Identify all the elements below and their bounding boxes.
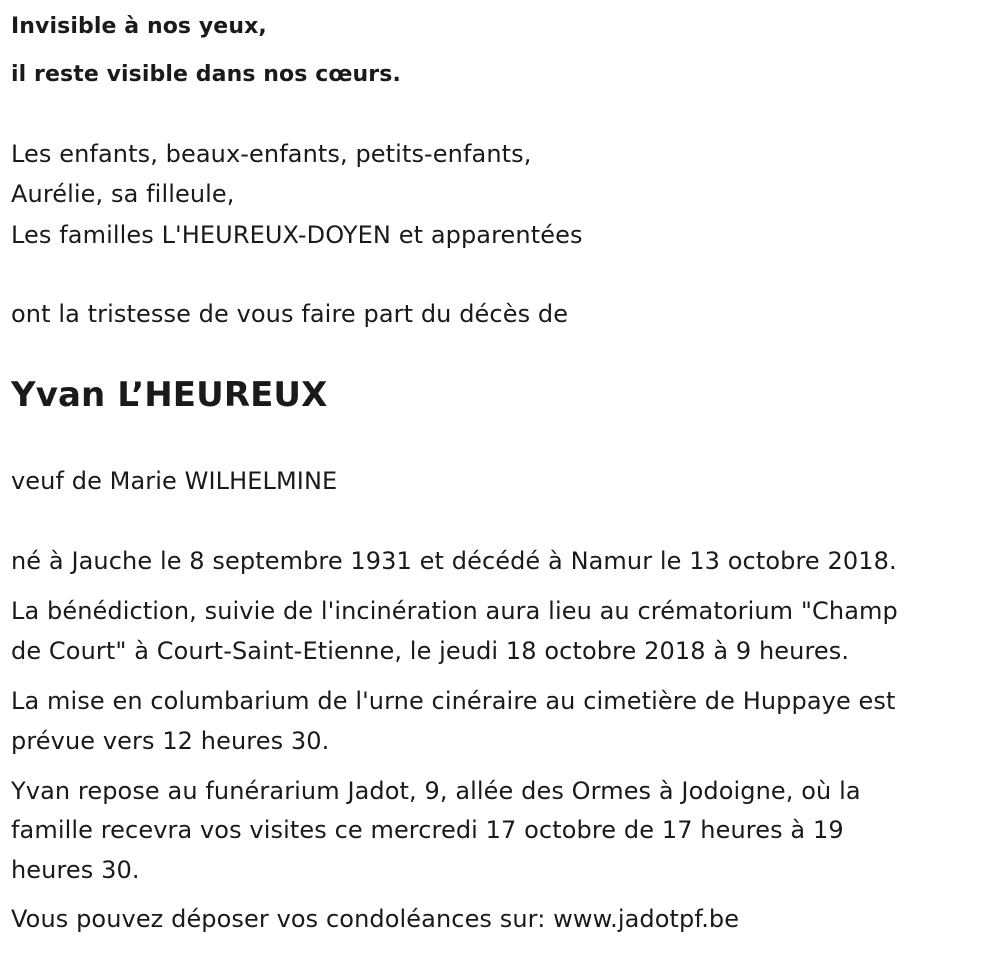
condolences-text: Vous pouvez déposer vos condoléances sur: www.jadotpf.be: [11, 905, 740, 933]
epitaph-line-1: Invisible à nos yeux,: [11, 14, 267, 39]
birth-death-text: né à Jauche le 8 septembre 1931 et décédé à Namur le 13 octobre 2018.: [11, 547, 897, 575]
visits-line-2: famille recevra vos visites ce mercredi 17 octobre de 17 heures à 19: [11, 816, 844, 844]
deceased-name: Yvan L’HEUREUX: [11, 375, 328, 415]
columbarium-line-1: La mise en columbarium de l'urne cinéraire au cimetière de Huppaye est: [11, 687, 896, 715]
columbarium-line-2: prévue vers 12 heures 30.: [11, 727, 330, 755]
ceremony-line-1: La bénédiction, suivie de l'incinération aura lieu au crématorium "Champ: [11, 597, 898, 625]
family-line-3: Les familles L'HEUREUX-DOYEN et apparentées: [11, 221, 583, 249]
family-line-2: Aurélie, sa filleule,: [11, 180, 235, 208]
epitaph-line-2: il reste visible dans nos cœurs.: [11, 62, 401, 87]
family-line-1: Les enfants, beaux-enfants, petits-enfants,: [11, 140, 532, 168]
spouse-text: veuf de Marie WILHELMINE: [11, 467, 338, 495]
visits-line-3: heures 30.: [11, 856, 140, 884]
announcement-text: ont la tristesse de vous faire part du décès de: [11, 300, 569, 328]
visits-line-1: Yvan repose au funérarium Jadot, 9, allée des Ormes à Jodoigne, où la: [11, 777, 861, 805]
ceremony-line-2: de Court" à Court-Saint-Etienne, le jeudi 18 octobre 2018 à 9 heures.: [11, 637, 850, 665]
